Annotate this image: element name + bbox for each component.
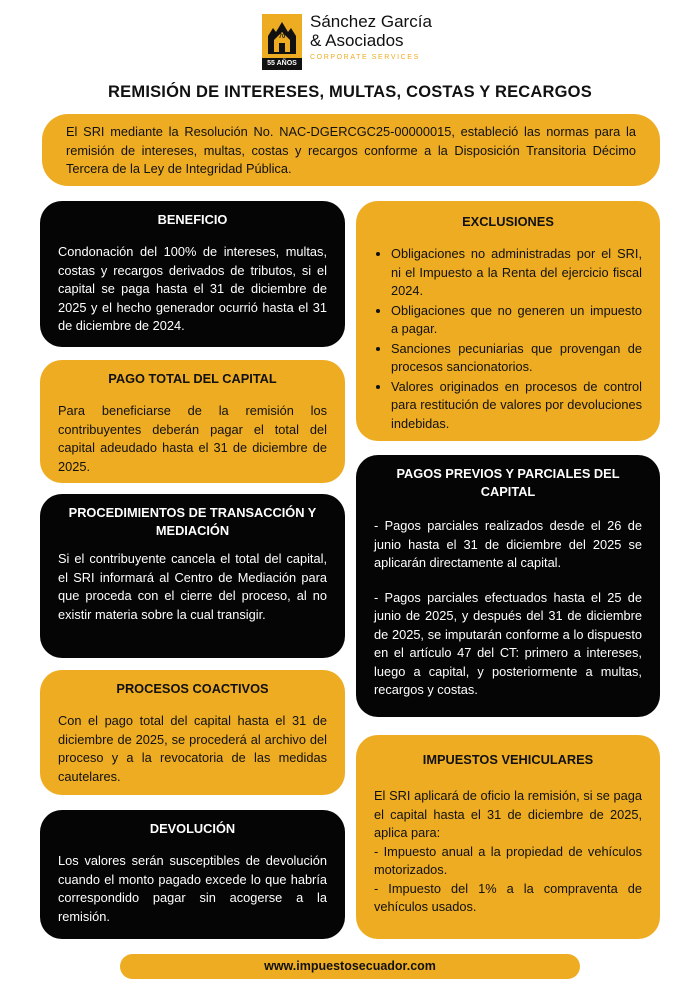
vehiculares-text-3: - Impuesto del 1% a la compraventa de vehículos usados.	[374, 880, 642, 914]
exclusion-item: • Obligaciones que no generen un impuesto a pagar.	[391, 302, 642, 339]
exclusion-item: • Sanciones pecuniarias que provengan de procesos sancionatorios.	[391, 340, 642, 377]
vehiculares-card	[356, 735, 660, 939]
firm-name-line2: & Asociados	[310, 31, 404, 50]
anniversary-badge: 55 AÑOS	[267, 60, 297, 67]
coactivos-title: PROCESOS COACTIVOS	[116, 681, 269, 696]
beneficio-text: Condonación del 100% de intereses, multas, costas y recargos derivados de tributos, si el capital se paga hasta el 31 de diciembre de 2025 y el hecho generador ocurrió hasta el 31 de diciembre de 2024.	[58, 244, 327, 333]
intro-box: El SRI mediante la Resolución No. NAC-DGERCGC25-00000015, estableció las normas para la remisión de intereses, multas, costas y recargos conforme a la Disposición Transitoria Décimo Tercera de la Ley de Integridad Pública.	[42, 114, 660, 186]
devolucion-card	[40, 810, 345, 939]
pago-total-title: PAGO TOTAL DEL CAPITAL	[108, 371, 277, 386]
firm-name	[310, 12, 432, 50]
firm-name-line1: Sánchez García	[310, 12, 432, 31]
procedimientos-title: PROCEDIMIENTOS DE TRANSACCIÓN Y MEDIACIÓN	[68, 505, 317, 538]
devolucion-title: DEVOLUCIÓN	[149, 821, 236, 836]
coactivos-text: Con el pago total del capital hasta el 31 de diciembre de 2025, se procederá al archivo del proceso y a la revocatoria de las medidas cautelares.	[58, 713, 327, 784]
procedimientos-card	[40, 494, 345, 658]
coactivos-card	[40, 670, 345, 795]
exclusion-item: • Obligaciones no administradas por el SRI, ni el Impuesto a la Renta del ejercicio fiscal 2024.	[391, 245, 642, 301]
pagos-previos-text-1: - Pagos parciales realizados desde el 26 de junio hasta el 31 de diciembre del 2025 se aplicarán directamente al capital.	[374, 518, 642, 570]
vehiculares-text-2: - Impuesto anual a la propiedad de vehículos motorizados.	[374, 843, 642, 877]
firm-tagline: CORPORATE SERVICES	[310, 54, 420, 61]
website-footer[interactable]: www.impuestosecuador.com	[120, 954, 580, 979]
beneficio-card	[40, 201, 345, 347]
exclusiones-title: EXCLUSIONES	[462, 214, 554, 229]
vehiculares-title: IMPUESTOS VEHICULARES	[422, 752, 594, 767]
exclusion-item: • Valores originados en procesos de control para restitución de valores por devoluciones indebidas.	[391, 378, 642, 434]
exclusiones-list	[374, 245, 642, 433]
exclusiones-card	[356, 201, 660, 441]
vehiculares-text-1: El SRI aplicará de oficio la remisión, si se paga el capital hasta el 31 de diciembre de 2025, aplica para:	[374, 788, 642, 840]
pago-total-text: Para beneficiarse de la remisión los contribuyentes deberán pagar el total del capital adeudado hasta el 31 de diciembre de 2025.	[58, 403, 327, 474]
pago-total-card	[40, 360, 345, 483]
logo-year: 70	[278, 34, 286, 40]
pagos-previos-card	[356, 455, 660, 717]
procedimientos-text: Si el contribuyente cancela el total del capital, el SRI informará al Centro de Mediación para que proceda con el cierre del proceso, al no existir materia sobre la cual transigir.	[58, 551, 327, 622]
pagos-previos-title: PAGOS PREVIOS Y PARCIALES DEL CAPITAL	[396, 466, 620, 499]
devolucion-text: Los valores serán susceptibles de devolución cuando el monto pagado excede lo que habría correspondido pagar sin acogerse a la remisión.	[58, 853, 327, 924]
pagos-previos-text-2: - Pagos parciales efectuados hasta el 25 de junio de 2025, y después del 31 de diciembre de 2025, se imputarán conforme a lo dispuesto en el artículo 47 del CT: primero a intereses, luego a capital, y posteriormente a multas, recargos y costas.	[374, 589, 642, 697]
beneficio-title: BENEFICIO	[157, 212, 228, 227]
page-title: REMISIÓN DE INTERESES, MULTAS, COSTAS Y RECARGOS	[108, 83, 592, 101]
